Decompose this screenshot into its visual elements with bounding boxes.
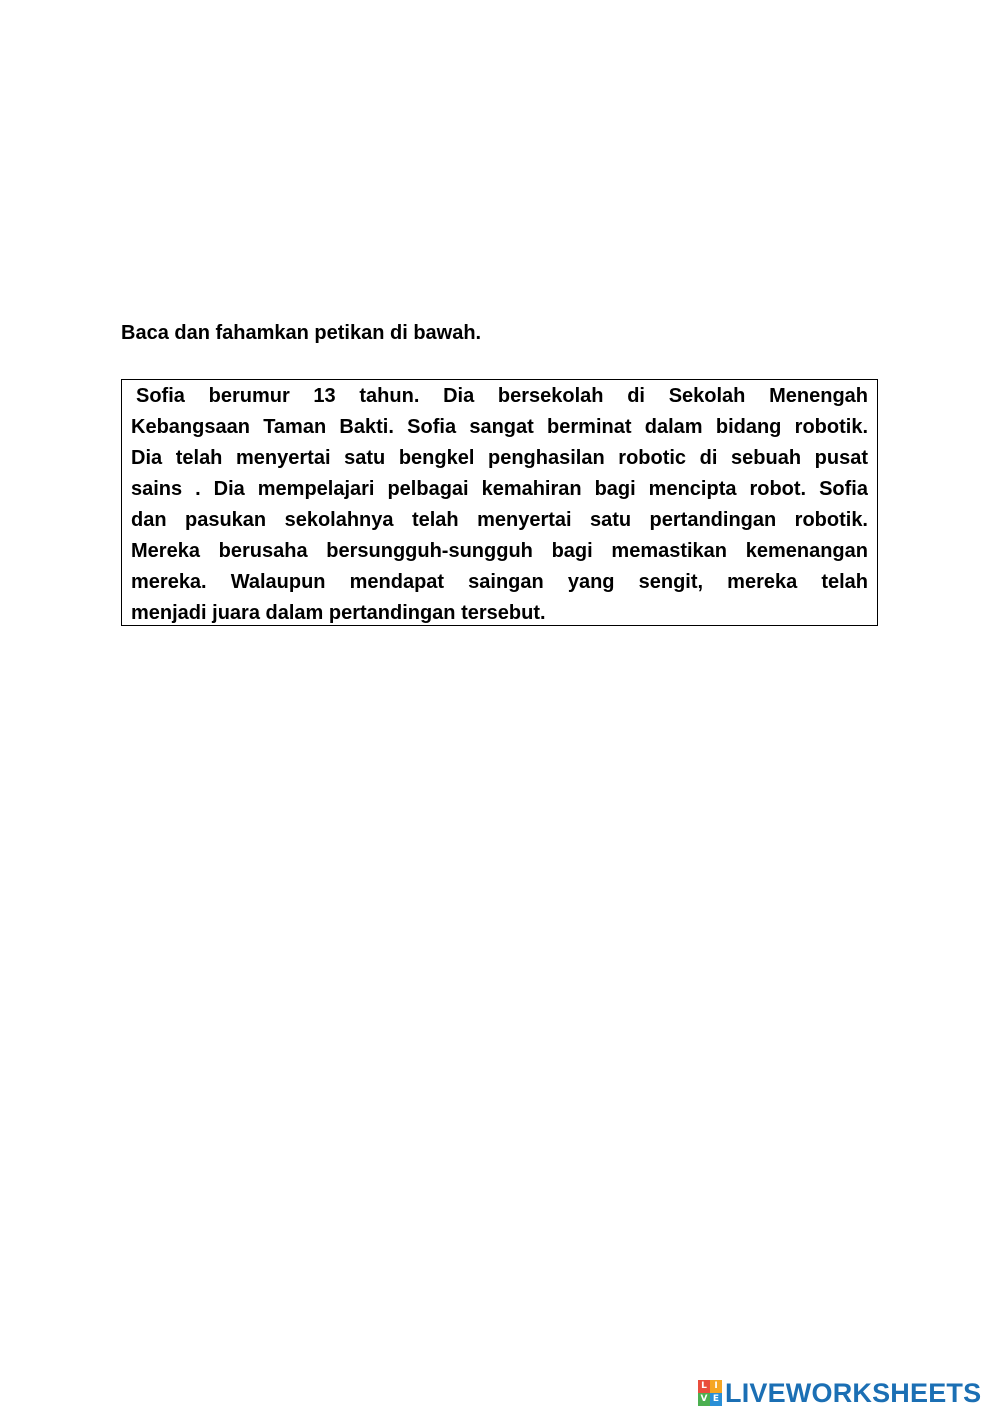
logo-badge-icon [698, 1380, 722, 1406]
logo-badge-cell: I [710, 1380, 722, 1393]
passage-line: sains . Dia mempelajari pelbagai kemahiran bagi mencipta robot. Sofia [131, 478, 868, 500]
logo-badge-cell: L [698, 1380, 710, 1393]
passage-line: menjadi juara dalam pertandingan tersebut. [131, 602, 546, 624]
logo-text: LIVEWORKSHEETS [725, 1378, 982, 1408]
liveworksheets-logo [698, 1378, 981, 1408]
passage-line: Mereka berusaha bersungguh-sungguh bagi memastikan kemenangan [131, 540, 868, 562]
instruction-text: Baca dan fahamkan petikan di bawah. [121, 322, 482, 344]
passage-box [121, 379, 878, 626]
passage-line: dan pasukan sekolahnya telah menyertai satu pertandingan robotik. [131, 509, 868, 531]
passage-line: Kebangsaan Taman Bakti. Sofia sangat berminat dalam bidang robotik. [131, 416, 868, 438]
passage-line: Dia telah menyertai satu bengkel penghasilan robotic di sebuah pusat [131, 447, 868, 469]
logo-badge-cell: V [698, 1393, 710, 1406]
passage-line: mereka. Walaupun mendapat saingan yang sengit, mereka telah [131, 571, 868, 593]
passage-line: Sofia berumur 13 tahun. Dia bersekolah di Sekolah Menengah [136, 385, 868, 407]
logo-badge-cell: E [710, 1393, 722, 1406]
